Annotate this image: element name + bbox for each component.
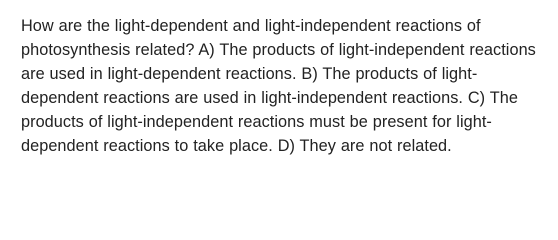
question-text: How are the light-dependent and light-independent reactions of photosynthesis related? A) The products of light-independent reactions are used in light-dependent reactions. B) The products of light-dependent reactions are used in light-independent reactions. C) The products of light-independent reactions must be present for light-dependent reactions to take place. D) They are not related.	[21, 17, 536, 155]
